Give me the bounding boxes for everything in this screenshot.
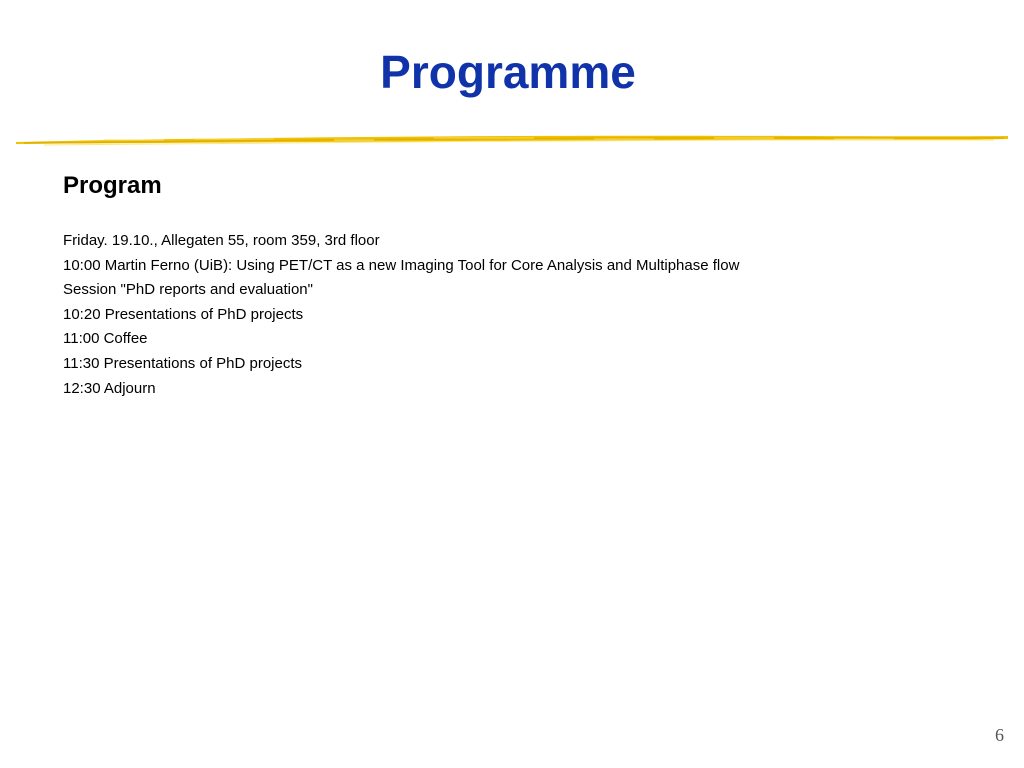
decorative-divider — [14, 128, 1010, 152]
agenda-list — [63, 229, 739, 401]
agenda-item: 11:30 Presentations of PhD projects — [63, 354, 303, 372]
agenda-item: Session "PhD reports and evaluation" — [63, 281, 313, 299]
agenda-item: Friday. 19.10., Allegaten 55, room 359, 3rd floor — [63, 232, 380, 249]
section-heading: Program — [63, 172, 162, 199]
agenda-item: 12:30 Adjourn — [63, 379, 156, 397]
agenda-item: 11:00 Coffee — [63, 330, 148, 348]
agenda-item: 10:00 Martin Ferno (UiB): Using PET/CT as a new Imaging Tool for Core Analysis and Multiphase flow — [63, 256, 740, 274]
slide-title: Programme — [380, 46, 636, 98]
page-number: 6 — [995, 725, 1004, 745]
agenda-item: 10:20 Presentations of PhD projects — [63, 305, 304, 323]
